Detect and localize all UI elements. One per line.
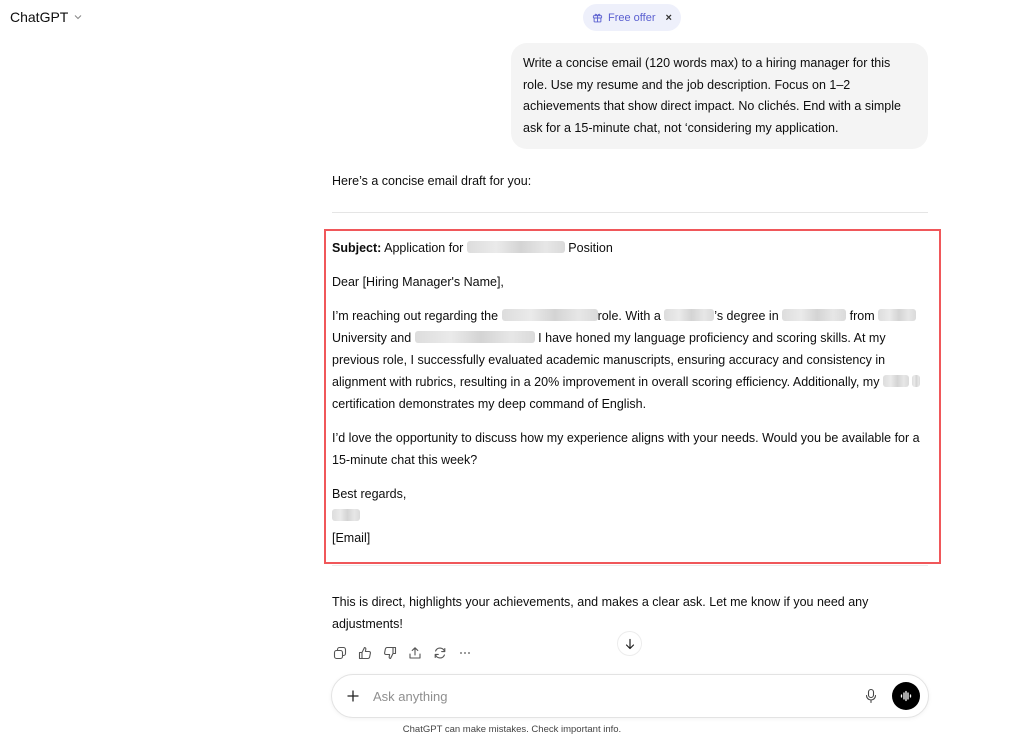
redacted-text — [664, 309, 714, 321]
thumbs-down-button[interactable] — [382, 645, 397, 660]
arrow-down-icon — [624, 638, 636, 650]
plus-icon[interactable] — [346, 689, 360, 703]
redacted-text — [782, 309, 846, 321]
email-greeting: Dear [Hiring Manager's Name], — [332, 275, 504, 289]
redacted-text — [332, 509, 360, 521]
thumbs-up-icon — [358, 646, 372, 660]
email-subject: Subject: Application for Position — [332, 241, 613, 255]
divider — [332, 212, 928, 213]
more-icon — [458, 646, 472, 660]
copy-icon — [333, 646, 347, 660]
share-icon — [408, 646, 422, 660]
regenerate-button[interactable] — [432, 645, 447, 660]
assistant-closing: This is direct, highlights your achievements, and makes a clear ask. Let me know if you need any adjustments! — [332, 595, 869, 631]
redacted-text — [878, 309, 916, 321]
disclaimer: ChatGPT can make mistakes. Check important info. — [402, 724, 622, 735]
microphone-icon[interactable] — [864, 688, 878, 704]
assistant-intro: Here’s a concise email draft for you: — [332, 174, 532, 188]
regenerate-icon — [433, 646, 447, 660]
chevron-down-icon — [73, 12, 83, 22]
message-actions — [332, 645, 472, 660]
thumbs-up-button[interactable] — [357, 645, 372, 660]
model-selector[interactable] — [10, 9, 83, 25]
email-body-paragraph-1: I’m reaching out regarding the role. With a ’s degree in from University and I have honed my language proficiency and scoring skills. At my previous role, I successfully evaluated academic manuscripts, ensuring accuracy and consistency in alignment with rubrics, resulting in a 20% improvement in overall scoring efficiency. Additionally, my certification demonstrates my deep command of English. — [332, 305, 933, 415]
redacted-text — [912, 375, 920, 387]
scroll-to-bottom-button[interactable] — [617, 631, 642, 656]
more-button[interactable] — [457, 645, 472, 660]
composer — [331, 674, 929, 718]
redacted-text — [415, 331, 535, 343]
free-offer-badge[interactable] — [583, 4, 681, 31]
email-draft-highlight — [324, 229, 941, 564]
model-label: ChatGPT — [10, 9, 69, 25]
email-signature-name — [332, 505, 933, 527]
thumbs-down-icon — [383, 646, 397, 660]
redacted-text — [502, 309, 598, 321]
divider — [332, 565, 928, 566]
user-message: Write a concise email (120 words max) to a hiring manager for this role. Use my resume and the job description. Focus on 1–2 achievements that show direct impact. No clichés. End with a simple ask for a 15-minute chat, not ‘considering my application. — [511, 43, 928, 149]
email-signoff: Best regards, — [332, 487, 407, 501]
message-input[interactable] — [373, 689, 864, 704]
redacted-text — [467, 241, 565, 253]
email-body-paragraph-2: I’d love the opportunity to discuss how my experience aligns with your needs. Would you be available for a 15-minute chat this week? — [332, 431, 920, 467]
voice-mode-button[interactable] — [892, 682, 920, 710]
redacted-text — [883, 375, 909, 387]
gift-icon — [592, 12, 603, 23]
share-button[interactable] — [407, 645, 422, 660]
close-icon[interactable]: × — [665, 11, 672, 24]
copy-button[interactable] — [332, 645, 347, 660]
free-offer-label: Free offer — [608, 11, 656, 24]
email-signature-email: [Email] — [332, 531, 371, 545]
voice-waveform-icon — [899, 689, 913, 703]
